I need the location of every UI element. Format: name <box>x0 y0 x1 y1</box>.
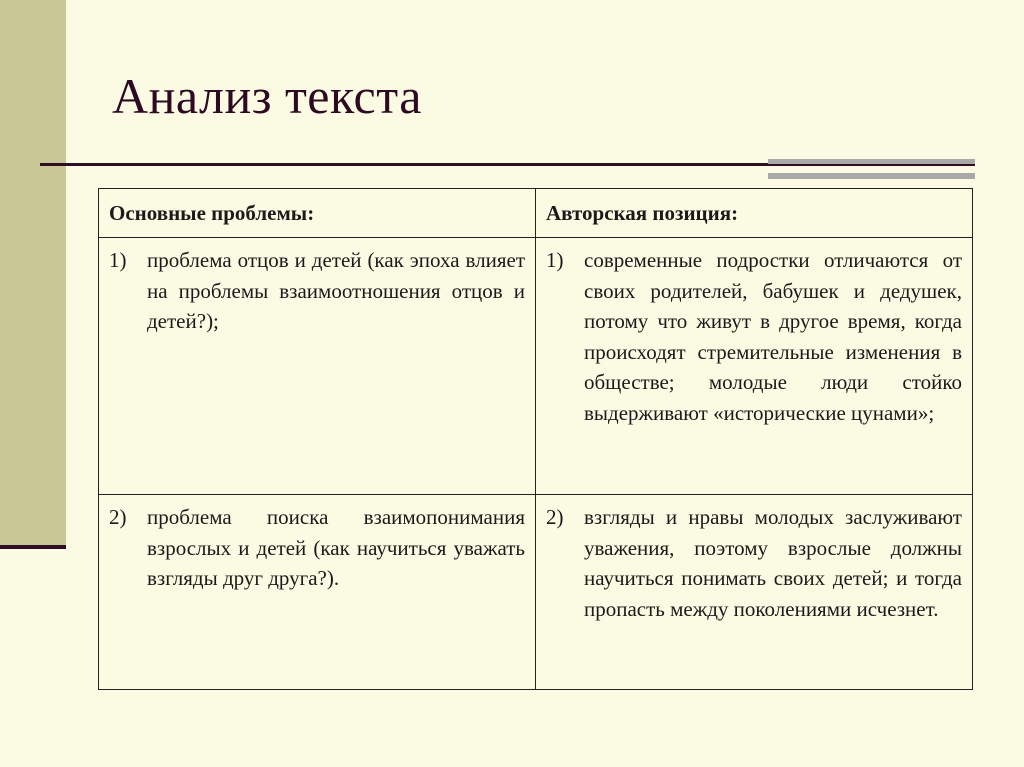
item-number: 1) <box>546 248 564 272</box>
problem-text: проблема поиска взаимопонимания взрослых и детей (как научиться уважать взгляды друг друга?). <box>147 505 525 590</box>
position-text: современные подростки отличаются от своих родителей, бабушек и дедушек, потому что живут в другое время, когда происходят стремительные изменения в обществе; молодые люди стойко выдерживают «исторические цунами»; <box>584 248 962 425</box>
position-text: взгляды и нравы молодых заслуживают уважения, поэтому взрослые должны научиться понимать своих детей; и тогда пропасть между поколениями исчезнет. <box>584 505 962 621</box>
slide-title: Анализ текста <box>112 68 422 124</box>
header-author-position: Авторская позиция: <box>536 189 973 238</box>
table-row <box>99 238 973 495</box>
header-main-problems: Основные проблемы: <box>99 189 536 238</box>
item-number: 2) <box>109 505 127 529</box>
decorative-side-band <box>0 0 66 548</box>
table-row <box>99 495 973 690</box>
item-number: 2) <box>546 505 564 529</box>
problem-text: проблема отцов и детей (как эпоха влияет на проблемы взаимоотношения отцов и детей?); <box>147 248 525 333</box>
table-header-row <box>99 189 973 238</box>
item-number: 1) <box>109 248 127 272</box>
decorative-side-rule <box>0 545 66 549</box>
position-cell <box>536 238 973 495</box>
position-cell <box>536 495 973 690</box>
problem-cell <box>99 495 536 690</box>
analysis-table <box>98 188 973 690</box>
title-accent-bars <box>768 159 975 179</box>
problem-cell <box>99 238 536 495</box>
